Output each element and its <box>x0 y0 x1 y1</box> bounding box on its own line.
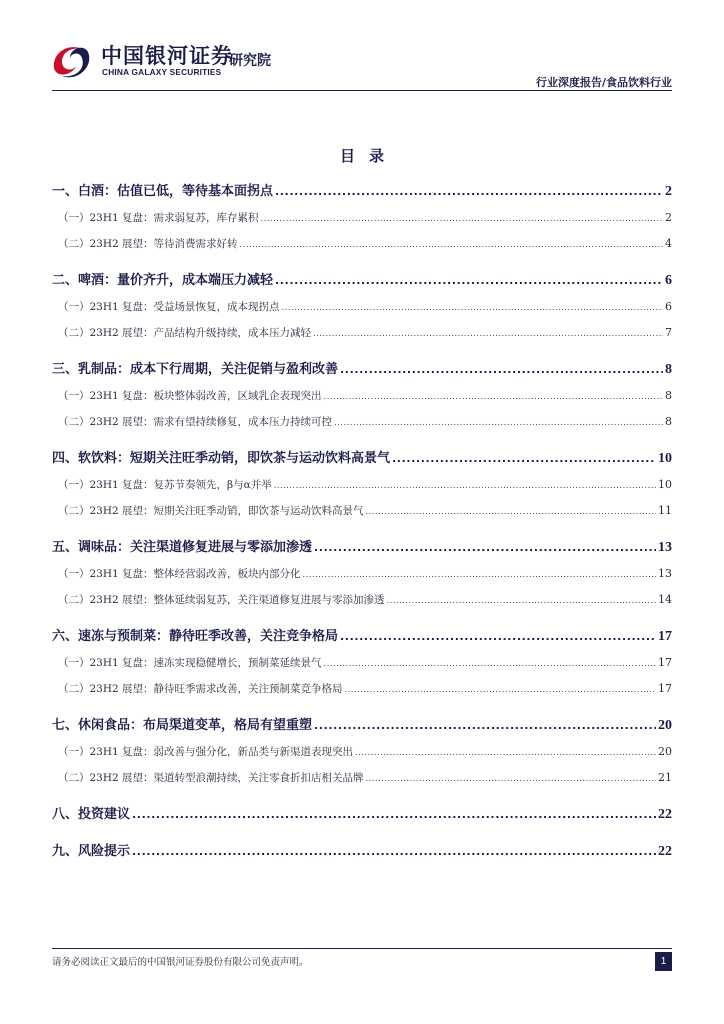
toc-subsection-entry[interactable] <box>52 650 672 676</box>
toc-entry-page: 8 <box>665 362 672 377</box>
toc-entry-title: （二）23H2 展望：短期关注旺季动销，即饮茶与运动饮料高景气 <box>58 505 364 517</box>
toc-entry-page: 20 <box>658 718 672 733</box>
toc-subsection-entry[interactable] <box>52 205 672 231</box>
toc-entry-page: 6 <box>665 300 672 313</box>
toc-entry-title: （二）23H2 展望：整体延续弱复苏，关注渠道修复进展与零添加渗透 <box>58 594 385 606</box>
section-spacer <box>52 613 672 623</box>
dot-leader <box>132 801 656 828</box>
toc-title: 目录 <box>339 147 398 165</box>
toc-entry-page: 14 <box>658 593 672 606</box>
dot-leader <box>340 356 663 383</box>
dot-leader <box>275 178 663 205</box>
toc-subsection-entry[interactable] <box>52 765 672 791</box>
toc-subsection-entry[interactable] <box>52 231 672 257</box>
toc-entry-title: 二、啤酒：量价齐升，成本端压力减轻 <box>52 273 274 288</box>
toc-section <box>52 356 672 435</box>
toc-entry-title: （二）23H2 展望：需求有望持续修复，成本压力持续可控 <box>58 416 333 428</box>
dot-leader <box>355 739 656 766</box>
dot-leader <box>334 409 663 436</box>
footer-divider <box>52 948 672 949</box>
toc-section <box>52 267 672 346</box>
section-spacer <box>52 828 672 838</box>
dot-leader <box>240 231 663 258</box>
toc-section <box>52 445 672 524</box>
table-of-contents <box>52 178 672 865</box>
toc-section-entry[interactable] <box>52 178 672 205</box>
dot-leader <box>274 472 656 499</box>
toc-subsection-entry[interactable] <box>52 561 672 587</box>
dot-leader <box>282 294 663 321</box>
toc-entry-title: 九、风险提示 <box>52 844 131 859</box>
toc-subsection-entry[interactable] <box>52 409 672 435</box>
toc-entry-title: （一）23H1 复盘：整体经营弱改善，板块内部分化 <box>58 568 301 580</box>
toc-entry-page: 17 <box>658 629 672 644</box>
toc-section-entry[interactable] <box>52 534 672 561</box>
toc-entry-page: 22 <box>658 844 672 859</box>
toc-entry-title: 六、速冻与预制菜：静待旺季改善，关注竞争格局 <box>52 629 339 644</box>
dot-leader <box>314 712 656 739</box>
toc-entry-title: 八、投资建议 <box>52 807 131 822</box>
dot-leader <box>275 267 663 294</box>
section-spacer <box>52 435 672 445</box>
toc-entry-page: 10 <box>658 451 672 466</box>
dot-leader <box>132 838 656 865</box>
toc-section <box>52 712 672 791</box>
dot-leader <box>303 561 656 588</box>
toc-entry-page: 11 <box>658 504 672 517</box>
page-number: 1 <box>655 952 672 971</box>
toc-section <box>52 838 672 865</box>
footer-disclaimer: 请务必阅读正文最后的中国银河证券股份有限公司免责声明。 <box>52 957 309 968</box>
toc-entry-page: 7 <box>665 326 672 339</box>
toc-section-entry[interactable] <box>52 838 672 865</box>
toc-entry-page: 17 <box>658 682 672 695</box>
toc-entry-page: 13 <box>658 567 672 580</box>
dot-leader <box>366 765 656 792</box>
dot-leader <box>324 650 656 677</box>
toc-section <box>52 178 672 257</box>
toc-entry-title: （一）23H1 复盘：受益场景恢复，成本现拐点 <box>58 301 280 313</box>
section-spacer <box>52 791 672 801</box>
dot-leader <box>313 320 663 347</box>
toc-entry-title: （一）23H1 复盘：复苏节奏领先，β与α并举 <box>58 479 272 491</box>
section-spacer <box>52 524 672 534</box>
toc-subsection-entry[interactable] <box>52 498 672 524</box>
toc-section-entry[interactable] <box>52 356 672 383</box>
toc-subsection-entry[interactable] <box>52 383 672 409</box>
toc-entry-title: 一、白酒：估值已低，等待基本面拐点 <box>52 184 274 199</box>
dot-leader <box>387 587 656 614</box>
toc-entry-title: （二）23H2 展望：静待旺季需求改善，关注预制菜竞争格局 <box>58 683 343 695</box>
report-type: 行业深度报告/食品饮料行业 <box>535 76 672 89</box>
toc-subsection-entry[interactable] <box>52 676 672 702</box>
logo-chinese-name: 中国银河证券 <box>101 44 233 68</box>
galaxy-logo-icon <box>46 38 96 84</box>
toc-entry-title: （一）23H1 复盘：弱改善与强分化，新品类与新渠道表现突出 <box>58 746 354 758</box>
dot-leader <box>366 498 656 525</box>
dot-leader <box>340 623 656 650</box>
toc-entry-page: 21 <box>658 771 672 784</box>
toc-entry-title: 七、休闲食品：布局渠道变革，格局有望重塑 <box>52 718 313 733</box>
toc-section-entry[interactable] <box>52 801 672 828</box>
toc-entry-page: 20 <box>658 745 672 758</box>
toc-section-entry[interactable] <box>52 623 672 650</box>
toc-entry-page: 2 <box>665 211 672 224</box>
toc-subsection-entry[interactable] <box>52 320 672 346</box>
toc-subsection-entry[interactable] <box>52 739 672 765</box>
toc-entry-title: （二）23H2 展望：渠道转型浪潮持续，关注零食折扣店相关品牌 <box>58 772 364 784</box>
toc-entry-page: 8 <box>665 415 672 428</box>
section-spacer <box>52 702 672 712</box>
toc-entry-title: 四、软饮料：短期关注旺季动销，即饮茶与运动饮料高景气 <box>52 451 391 466</box>
toc-entry-page: 10 <box>658 478 672 491</box>
toc-entry-page: 2 <box>665 184 672 199</box>
toc-entry-title: （二）23H2 展望：产品结构升级持续，成本压力减轻 <box>58 327 312 339</box>
dot-leader <box>314 534 656 561</box>
page-header <box>0 0 724 92</box>
toc-section <box>52 623 672 702</box>
toc-section-entry[interactable] <box>52 267 672 294</box>
dot-leader <box>261 205 663 232</box>
toc-subsection-entry[interactable] <box>52 472 672 498</box>
toc-entry-title: （一）23H1 复盘：板块整体弱改善，区域乳企表现突出 <box>58 390 322 402</box>
dot-leader <box>392 445 656 472</box>
toc-section-entry[interactable] <box>52 445 672 472</box>
dot-leader <box>324 383 663 410</box>
toc-entry-title: （一）23H1 复盘：速冻实现稳健增长，预制菜延续景气 <box>58 657 322 669</box>
section-spacer <box>52 257 672 267</box>
toc-entry-page: 13 <box>658 540 672 555</box>
toc-subsection-entry[interactable] <box>52 587 672 613</box>
section-spacer <box>52 346 672 356</box>
toc-entry-page: 22 <box>658 807 672 822</box>
header-divider <box>52 90 672 91</box>
dot-leader <box>345 676 656 703</box>
toc-section <box>52 801 672 828</box>
toc-entry-title: 五、调味品：关注渠道修复进展与零添加渗透 <box>52 540 313 555</box>
toc-section <box>52 534 672 613</box>
toc-entry-page: 17 <box>658 656 672 669</box>
toc-entry-page: 8 <box>665 389 672 402</box>
institute-label: 研究院 <box>229 53 271 69</box>
toc-section-entry[interactable] <box>52 712 672 739</box>
toc-entry-title: （一）23H1 复盘：需求弱复苏，库存累积 <box>58 212 259 224</box>
toc-entry-title: （二）23H2 展望：等待消费需求好转 <box>58 238 238 250</box>
toc-entry-page: 6 <box>665 273 672 288</box>
toc-entry-title: 三、乳制品：成本下行周期，关注促销与盈利改善 <box>52 362 339 377</box>
toc-entry-page: 4 <box>665 237 672 250</box>
toc-subsection-entry[interactable] <box>52 294 672 320</box>
logo-english-name: CHINA GALAXY SECURITIES <box>102 67 222 77</box>
